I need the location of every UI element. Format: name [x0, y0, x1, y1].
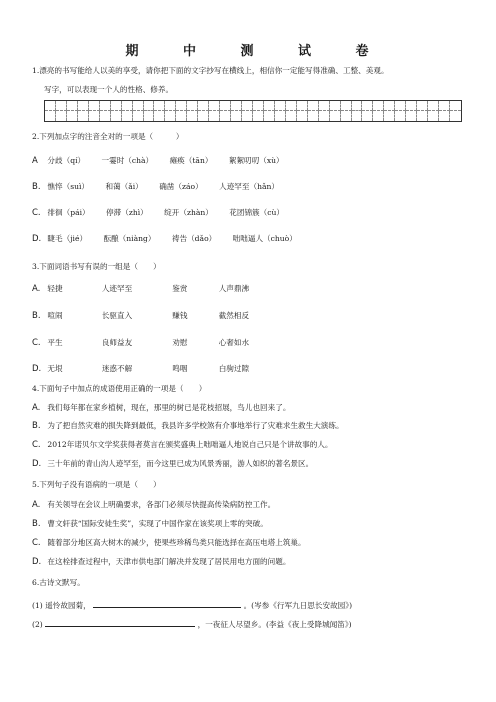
option-word: 人迹罕至: [101, 284, 133, 293]
grid-cell[interactable]: [253, 101, 264, 111]
grid-cell[interactable]: [231, 101, 242, 111]
grid-cell[interactable]: [330, 101, 341, 111]
grid-cell[interactable]: [67, 111, 78, 121]
grid-cell[interactable]: [417, 101, 428, 111]
option-word: 确凿（záo）: [159, 182, 203, 191]
grid-cell[interactable]: [450, 111, 461, 121]
q2-option-a[interactable]: [32, 156, 298, 166]
option-text: 三十年前的青山沟人迹罕至，而今这里已成为风景秀丽，游人如织的著名景区。: [47, 459, 314, 468]
grid-cell[interactable]: [220, 111, 231, 121]
option-word: 平生: [47, 338, 63, 347]
grid-cell[interactable]: [242, 101, 253, 111]
grid-cell[interactable]: [100, 101, 111, 111]
option-word: 祷告（dǎo）: [171, 234, 217, 243]
grid-cell[interactable]: [122, 111, 133, 121]
grid-cell[interactable]: [45, 101, 56, 111]
grid-cell[interactable]: [297, 111, 308, 121]
grid-cell[interactable]: [89, 101, 100, 111]
q2-option-d[interactable]: [32, 234, 311, 244]
grid-cell[interactable]: [231, 111, 242, 121]
option-word: 花团锦簇（cù）: [229, 208, 284, 217]
q5-stem: 5.下列句子没有语病的一项是（ ）: [32, 480, 161, 489]
grid-cell[interactable]: [56, 111, 67, 121]
option-letter: B.: [32, 182, 41, 192]
grid-cell[interactable]: [220, 101, 231, 111]
grid-cell[interactable]: [253, 111, 264, 121]
grid-cell[interactable]: [308, 111, 319, 121]
handwriting-grid[interactable]: [44, 100, 462, 122]
q5-option-c[interactable]: [32, 538, 306, 548]
grid-cell[interactable]: [286, 101, 297, 111]
grid-cell[interactable]: [176, 111, 187, 121]
option-word: 赚钱: [172, 311, 188, 320]
grid-cell[interactable]: [373, 111, 384, 121]
grid-cell[interactable]: [264, 111, 275, 121]
option-word: 和蔼（ǎi）: [105, 182, 143, 191]
option-letter: A.: [32, 403, 41, 413]
grid-cell[interactable]: [78, 111, 89, 121]
grid-cell[interactable]: [133, 101, 144, 111]
option-word: 咄咄逼人（chuò）: [232, 234, 297, 243]
option-letter: D.: [32, 234, 42, 244]
grid-cell[interactable]: [242, 111, 253, 121]
option-word: 鉴赏: [172, 284, 188, 293]
grid-cell[interactable]: [198, 101, 209, 111]
grid-cell[interactable]: [209, 111, 220, 121]
grid-cell[interactable]: [373, 101, 384, 111]
grid-cell[interactable]: [275, 101, 286, 111]
q3-stem: 3.下面词语书写有误的一组是（ ）: [32, 262, 161, 271]
option-letter: A.: [32, 284, 41, 294]
q5-option-a[interactable]: [32, 500, 275, 510]
option-word: 憔悴（suì）: [47, 182, 90, 191]
grid-cell[interactable]: [308, 101, 319, 111]
grid-cell[interactable]: [187, 101, 198, 111]
option-word: 良师益友: [101, 338, 133, 347]
grid-cell[interactable]: [89, 111, 100, 121]
grid-cell[interactable]: [428, 101, 439, 111]
q2-stem: 2.下列加点字的注音全对的一项是（ ）: [32, 132, 184, 141]
option-letter: D.: [32, 557, 42, 567]
grid-cell[interactable]: [341, 101, 352, 111]
q4-option-a[interactable]: [32, 403, 290, 413]
q4-option-d[interactable]: [32, 459, 313, 469]
grid-cell[interactable]: [406, 101, 417, 111]
option-letter: D.: [32, 459, 42, 469]
q2-option-c[interactable]: [32, 208, 298, 218]
grid-cell[interactable]: [297, 101, 308, 111]
option-word: 絮絮叨叨（xù）: [228, 156, 284, 165]
option-word: 人声鼎沸: [218, 284, 250, 293]
option-text: 随着部分地区高大树木的减少，使果些珍稀鸟类只能选择在高压电塔上筑巢。: [47, 538, 306, 547]
grid-cell[interactable]: [56, 101, 67, 111]
grid-cell[interactable]: [362, 101, 373, 111]
q3-option-c[interactable]: [32, 338, 263, 348]
option-word: 停滞（zhì）: [106, 208, 148, 217]
option-letter: D.: [32, 364, 42, 374]
grid-cell[interactable]: [439, 101, 450, 111]
grid-cell[interactable]: [428, 111, 439, 121]
grid-cell[interactable]: [384, 111, 395, 121]
option-letter: C.: [32, 538, 41, 548]
grid-cell[interactable]: [133, 111, 144, 121]
option-word: 心奢如水: [218, 338, 250, 347]
option-word: 绽开（zhàn）: [164, 208, 213, 217]
q6-line-2-suffix: ，一夜征人尽望乡。(李益《夜上受降城闻笛》): [197, 620, 352, 629]
option-word: 白驹过隙: [218, 364, 250, 373]
option-text: 曹文轩获“国际安徒生奖”，实现了中国作家在该奖项上零的突破。: [47, 519, 268, 528]
q1-source-text: 写字，可以表现一个人的性格、修养。: [44, 85, 174, 94]
q4-option-b[interactable]: [32, 421, 344, 431]
q6-answer-blank-2[interactable]: [45, 618, 195, 627]
option-word: 睫毛（jié）: [47, 234, 88, 243]
grid-cell[interactable]: [198, 111, 209, 121]
option-word: 徘徊（pái）: [47, 208, 90, 217]
grid-cell[interactable]: [406, 111, 417, 121]
grid-cell[interactable]: [154, 111, 165, 121]
grid-cell[interactable]: [187, 111, 198, 121]
option-letter: A.: [32, 500, 41, 510]
option-word: 分歧（qí）: [47, 156, 86, 165]
grid-cell[interactable]: [144, 101, 155, 111]
q2-option-b[interactable]: [32, 182, 293, 192]
option-word: 劝慰: [172, 338, 188, 347]
option-letter: B.: [32, 421, 41, 431]
grid-cell[interactable]: [395, 111, 406, 121]
option-word: 酝酿（niàng）: [103, 234, 156, 243]
q5-option-b[interactable]: [32, 519, 268, 529]
q6-line-1: [32, 599, 352, 611]
grid-cell[interactable]: [439, 111, 450, 121]
option-text: 2012年诺贝尔文学奖获得者莫言在颁奖盛典上咄咄逼人地说自己只是个讲故事的人。: [47, 440, 333, 449]
option-word: 人迹罕至（hǎn）: [219, 182, 279, 191]
q6-answer-blank-1[interactable]: [93, 599, 241, 608]
option-word: 长驱直入: [101, 311, 133, 320]
option-word: 喧闹: [47, 311, 63, 320]
grid-cell[interactable]: [352, 101, 363, 111]
grid-cell[interactable]: [341, 111, 352, 121]
grid-cell[interactable]: [286, 111, 297, 121]
q5-option-d[interactable]: [32, 557, 290, 567]
option-letter: B.: [32, 519, 41, 529]
option-word: 鸣咽: [172, 364, 188, 373]
grid-cell[interactable]: [275, 111, 286, 121]
q6-item-number: (1): [32, 601, 43, 610]
option-letter: C.: [32, 338, 41, 348]
grid-cell[interactable]: [176, 101, 187, 111]
grid-cell[interactable]: [100, 111, 111, 121]
q4-option-c[interactable]: [32, 440, 333, 450]
grid-cell[interactable]: [384, 101, 395, 111]
option-word: 无垠: [47, 364, 63, 373]
grid-cell[interactable]: [209, 101, 220, 111]
option-word: 一霎时（chà）: [101, 156, 154, 165]
q6-line-1-prefix: 遥怜故园菊，: [45, 601, 91, 610]
q1-instruction: 1.漂亮的书写能给人以美的享受，请你把下面的文字抄写在横线上，相信你一定能写得准确、工整、美观。: [32, 66, 389, 75]
grid-cell[interactable]: [111, 111, 122, 121]
q6-line-1-suffix: 。(岑参《行军九日思长安故园》): [243, 601, 353, 610]
grid-cell[interactable]: [122, 101, 133, 111]
grid-cell[interactable]: [111, 101, 122, 111]
grid-cell[interactable]: [395, 101, 406, 111]
grid-cell[interactable]: [78, 101, 89, 111]
grid-cell[interactable]: [144, 111, 155, 121]
grid-cell[interactable]: [450, 101, 461, 111]
q3-option-d[interactable]: [32, 364, 263, 374]
option-letter: A: [32, 156, 38, 166]
q3-option-b[interactable]: [32, 311, 263, 321]
option-letter: C.: [32, 208, 41, 218]
grid-cell[interactable]: [165, 101, 176, 111]
option-word: 截然相反: [218, 311, 250, 320]
page-title: 期 中 测 试 卷: [125, 44, 389, 59]
option-word: 瘫痪（tān）: [169, 156, 213, 165]
grid-cell[interactable]: [264, 101, 275, 111]
q3-option-a[interactable]: [32, 284, 263, 294]
option-letter: C.: [32, 440, 41, 450]
option-text: 在这栓排查过程中，天津市供电部门解决并发现了居民用电方面的问题。: [47, 557, 291, 566]
grid-cell[interactable]: [352, 111, 363, 121]
grid-cell[interactable]: [319, 111, 330, 121]
grid-cell[interactable]: [154, 101, 165, 111]
q6-stem: 6.古诗文默写。: [32, 578, 85, 587]
option-text: 我们每年都在家乡植树，现在，那里的树已是花枝招展，鸟儿也回来了。: [47, 403, 291, 412]
q4-stem: 4.下面句子中加点的成语使用正确的一项是（ ）: [32, 384, 207, 393]
q6-item-number: (2): [32, 620, 43, 629]
grid-cell[interactable]: [362, 111, 373, 121]
grid-cell[interactable]: [45, 111, 56, 121]
q6-line-2: [32, 618, 352, 630]
option-text: 为了把自然灾难的损失降到最低，我县许多学校煞有介事地举行了灾难求生救生大演练。: [47, 421, 344, 430]
grid-cell[interactable]: [165, 111, 176, 121]
grid-cell[interactable]: [330, 111, 341, 121]
grid-cell[interactable]: [319, 101, 330, 111]
option-letter: B.: [32, 311, 41, 321]
option-text: 有关领导在会议上明确要求，各部门必须尽快提高传染病防控工作。: [47, 500, 276, 509]
grid-cell[interactable]: [67, 101, 78, 111]
grid-cell[interactable]: [417, 111, 428, 121]
option-word: 迷惑不解: [101, 364, 133, 373]
option-word: 轻捷: [47, 284, 63, 293]
